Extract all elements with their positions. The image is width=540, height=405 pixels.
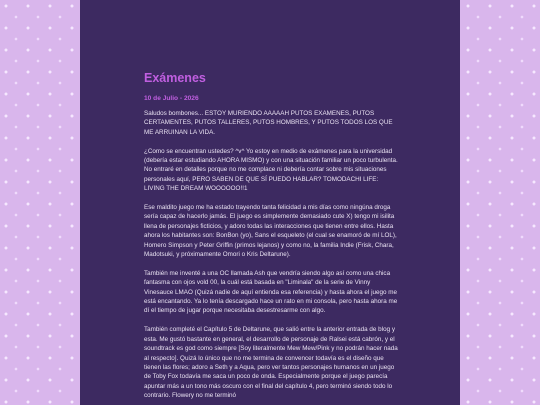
post-paragraph-1: Saludos bombones... ESTOY MURIENDO AAAAAH PUTOS EXAMENES, PUTOS CERTAMENTES, PUTOS TALLERES, PUTOS HOMBRES, Y PUTOS TODOS LOS QUE ME ARRUINAN LA VIDA. [144,110,393,136]
post-title: Exámenes [144,71,206,85]
blog-post [144,70,398,405]
post-date: 10 de Julio - 2026 [144,95,199,102]
post-paragraph-4: También me inventé a una OC llamada Ash que vendría siendo algo así como una chica fantasma con ojos vold 00, la cuál está basada en "Liminala" de la serie de Vinny Vinesauce LMAO (Quizá nadie de aquí entienda esa referencia) y hasta ahora el juego me está encantando. Ya lo tenía descargado hace un rato en mi consola, pero hasta ahora me dí el tiempo de jugar porque necesitaba desestresarme con algo. [144,269,398,315]
post-paragraph-3: Ese maldito juego me ha estado trayendo tanta felicidad a mis días como ningúna droga sería capaz de hacerlo jamás. El juego es simplemente demasiado cute X) tengo mi isilita llena de personajes ficticios, y adoro todas las interacciones que tienen entre ellos. Hasta ahora los habitantes son: BonBon (yo), Sans el esqueleto (el cual se enamoró de mí LOL), Homero Simpson y Peter Griffin (primos lejanos) y como no, la familia Indie (Frisk, Chara, Madotsuki, y próximamente Omori o Kris Deltarune). [144,204,397,259]
post-paragraph-5: También completé el Capítulo 5 de Deltarune, que salió entre la anterior entrada de blog y esta. Me gustó bastante en general, el desarrollo de personaje de Ralsei está cabrón, y el soundtrack es god como siempre [Soy literalmente Mew Mew/Pink y no podrán hacer nada al respecto]. Quizá lo único que no me termina de convencer todavía es el diseño que tienen las flores; adoro a Seth y a Aqua, pero ver tantos personajes humanos en un juego de Toby Fox todavía me saca un poco de onda. Especialmente porque el juego parecía apuntar más a un tono más oscuro con el final del capítulo 4, pero terminó siendo todo lo contrario. Flowery no me terminó [144,326,398,400]
blog-page [80,0,460,405]
post-paragraph-2: ¿Como se encuentran ustedes? ^v^ Yo estoy en medio de exámenes para la universidad (debería estar estudiando AHORA MISMO) y con una situación familiar un poco turbulenta. No entraré en detalles porque no me complace ni debería contar sobre mis situaciones personales aquí, PERO SABEN DE QUE SÍ PUEDO HABLAR? TOMODACHI LIFE: LIVING THE DREAM WOOOOOO!!1 [144,147,398,193]
